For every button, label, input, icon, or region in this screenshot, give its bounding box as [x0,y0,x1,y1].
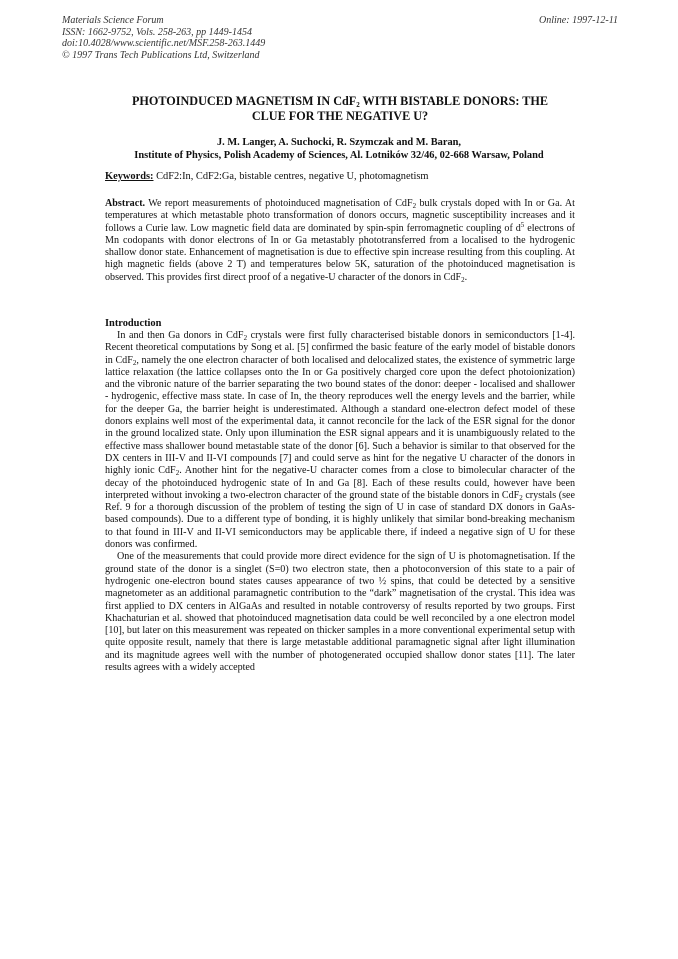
introduction-heading: Introduction [105,318,162,329]
copyright-line: © 1997 Trans Tech Publications Ltd, Switzerland [62,49,260,61]
paper-title: PHOTOINDUCED MAGNETISM IN CdF$_2$ WITH BISTABLE DONORS: THE CLUE FOR THE NEGATIVE U? [131,94,549,123]
abstract: Abstract. We report measurements of photoinduced magnetisation of CdF$_2$ bulk crystals doped with In or Ga. At temperatures at which metastable photo transformation of donors occurs, magnetic susceptibility increases and it follows a Curie law. Low magnetic field data are dominated by spin-spin ferromagnetic coupling of $d^5$ electrons of Mn codopants with donor electrons of In or Ga metastably phototransferred from a localised to the hydrogenic shallow donor state. Enhancement of magnetisation is due to effective spin increase resulting from this coupling. At high magnetic fields (above 2 T) and temperatures below 5K, saturation of the photoinduced magnetisation is observed. This provides first direct proof of a negative-U character of the donors in CdF$_2$. [105,198,575,284]
paragraph: In and then Ga donors in CdF$_2$ crystals were first fully characterised bistable donors in semiconductors [1-4]. Recent theoretical computations by Song et al. [5] confirmed the basic feature of the early model of bistable donors in CdF$_2$, namely the one electron character of both localised and delocalized states, the existence of symmetric large lattice relaxation (the lattice collapses onto the In or Ga positively charged core upon the defect photoionization) and the vibronic nature of the barrier separating the two bound states of the donor: deeper - localised and shallower - hydrogenic, effective mass state. In case of In, the theory reproduces well the energy levels and the barrier, while for the deeper Ga, the barrier height is underestimated. Although a standard one-electron defect model of these donors explains well most of the experimental data, it cannot reconcile for the lack of the ESR signal for the donor in the ground localized state. Only upon illumination the ESR signal appears and it is unambiguously related to the effective mass shallower bound metastable state of the donor [6]. Such a behavior is similar to that observed for the DX centers in III-V and II-VI compounds [7] and could serve as hint for the negative U character of the donors in highly ionic CdF$_2$. Another hint for the negative-U character comes from a close to bimolecular character of the decay of the photoinduced hydrogenic state of In and Ga [8]. Each of these results could, however have been interpreted without invoking a two-electron character of the ground state of the bistable donors in CdF$_2$ crystals (see Ref. 9 for a thorough discussion of the problem of testing the sign of U in case of standard DX donors in GaAs-based compounds). Due to a different type of bonding, it is highly unlikely that similar bond-breaking mechanism to that found in III-V and II-VI semiconductors may be applicable there, if indeed a negative sign of U for these donors was confirmed. [105,330,576,551]
publication-header [62,15,618,61]
author-names: J. M. Langer, A. Suchocki, R. Szymczak and M. Baran, [216,137,462,148]
introduction-body [105,330,575,674]
author-block [62,136,616,162]
abstract-label: Abstract. [105,198,146,209]
keywords [105,170,575,183]
keywords-text: CdF2:In, CdF2:Ga, bistable centres, negative U, photomagnetism [153,171,429,182]
keywords-label: Keywords: [105,171,154,182]
doi-line: doi:10.4028/www.scientific.net/MSF.258-263.1449 [62,38,266,49]
author-affiliation: Institute of Physics, Polish Academy of Sciences, Al. Lotników 32/46, 02-668 Warsaw, Poland [134,150,544,161]
journal-name: Materials Science Forum [62,15,164,26]
issn-line: ISSN: 1662-9752, Vols. 258-263, pp 1449-1454 [62,26,252,38]
online-date: Online: 1997-12-11 [539,15,618,26]
paragraph: One of the measurements that could provide more direct evidence for the sign of U is photomagnetisation. If the ground state of the donor is a singlet (S=0) two electron state, then a photoconversion of this state to a pair of hydrogenic one-electron bound states causes appearance of two ½ spins, that could be detected by a sensitive magnetometer as an additional paramagnetic contribution to the “dark” magnetisation of the crystal. This idea was first applied to DX centers in AlGaAs and resulted in notable controversy of results reported by two groups. First Khachaturian et al. showed that photoinduced magnetisation data could be well reconciled by a one electron model [10], but later on this measurement was repeated on thicker samples in a more conventional experimental setup with quite opposite result, namely that there is large metastable additional paramagnetic signal after light illumination and its magnitude agrees well with the number of photogenerated occupied shallow donor states [11]. The later results agrees with a widely accepted [105,551,575,674]
